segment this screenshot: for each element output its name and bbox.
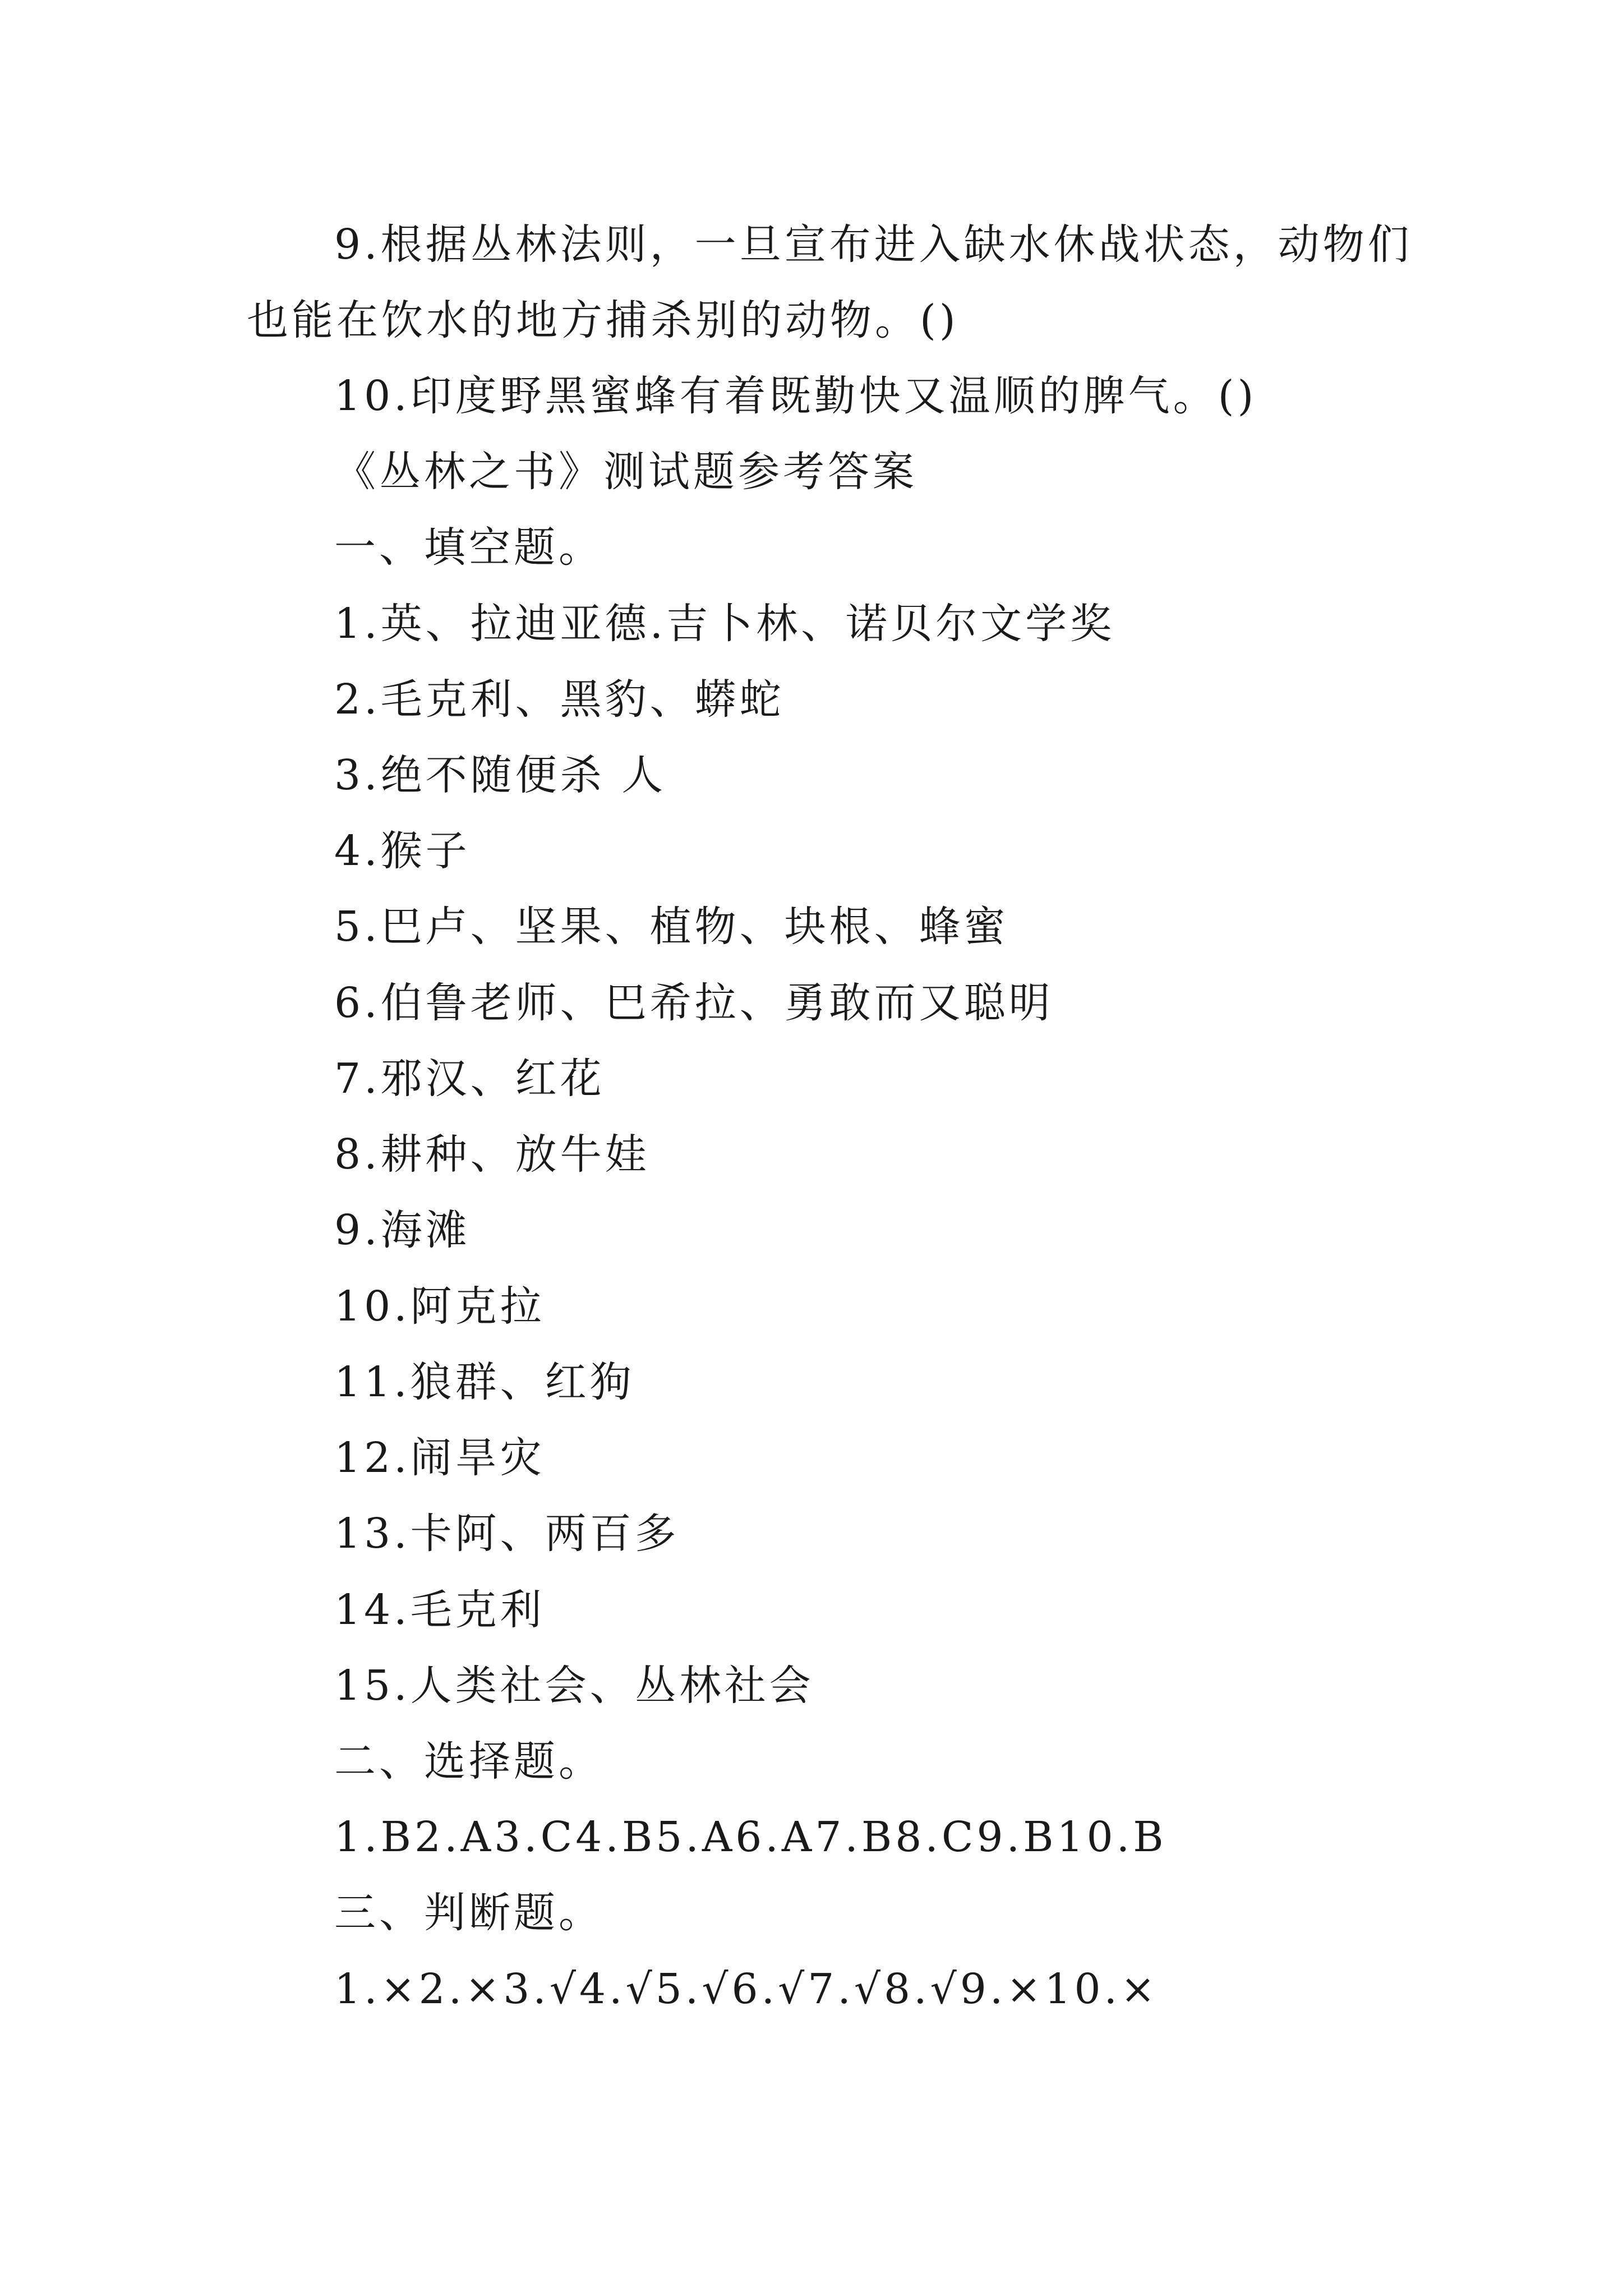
answer-key-title: 《丛林之书》测试题参考答案 (334, 448, 917, 496)
fill-in-answer-4: 4.猴子 (334, 827, 471, 875)
fill-in-answer-9: 9.海滩 (334, 1206, 471, 1254)
true-false-answers: 1.×2.×3.√4.√5.√6.√7.√8.√9.×10.× (334, 1965, 1159, 2013)
fill-in-answer-13: 13.卡阿、两百多 (334, 1510, 680, 1558)
fill-in-answer-10: 10.阿克拉 (334, 1282, 545, 1331)
fill-in-answer-8: 8.耕种、放牛娃 (334, 1130, 650, 1179)
fill-in-answer-7: 7.邪汉、红花 (334, 1055, 605, 1103)
fill-in-answer-2: 2.毛克利、黑豹、蟒蛇 (334, 675, 785, 724)
section-heading-true-false: 三、判断题。 (334, 1889, 603, 1937)
fill-in-answer-6: 6.伯鲁老师、巴希拉、勇敢而又聪明 (334, 979, 1054, 1027)
fill-in-answer-3: 3.绝不随便杀 人 (334, 751, 667, 799)
fill-in-answer-5: 5.巴卢、坚果、植物、块根、蜂蜜 (334, 903, 1009, 951)
section-heading-multiple-choice: 二、选择题。 (334, 1737, 603, 1786)
multiple-choice-answers: 1.B2.A3.C4.B5.A6.A7.B8.C9.B10.B (334, 1813, 1167, 1861)
question-10: 10.印度野黑蜜蜂有着既勤快又温顺的脾气。() (334, 372, 1257, 420)
question-9-line-1: 9.根据丛林法则，一旦宣布进入缺水休战状态，动物们 (334, 220, 1413, 269)
section-heading-fill-in: 一、填空题。 (334, 523, 603, 572)
fill-in-answer-1: 1.英、拉迪亚德.吉卜林、诺贝尔文学奖 (334, 600, 1115, 648)
fill-in-answer-15: 15.人类社会、丛林社会 (334, 1662, 814, 1710)
question-9-line-2: 也能在饮水的地方捕杀别的动物。() (247, 296, 959, 344)
fill-in-answer-11: 11.狼群、红狗 (334, 1358, 635, 1406)
fill-in-answer-12: 12.闹旱灾 (334, 1434, 545, 1482)
fill-in-answer-14: 14.毛克利 (334, 1586, 545, 1634)
